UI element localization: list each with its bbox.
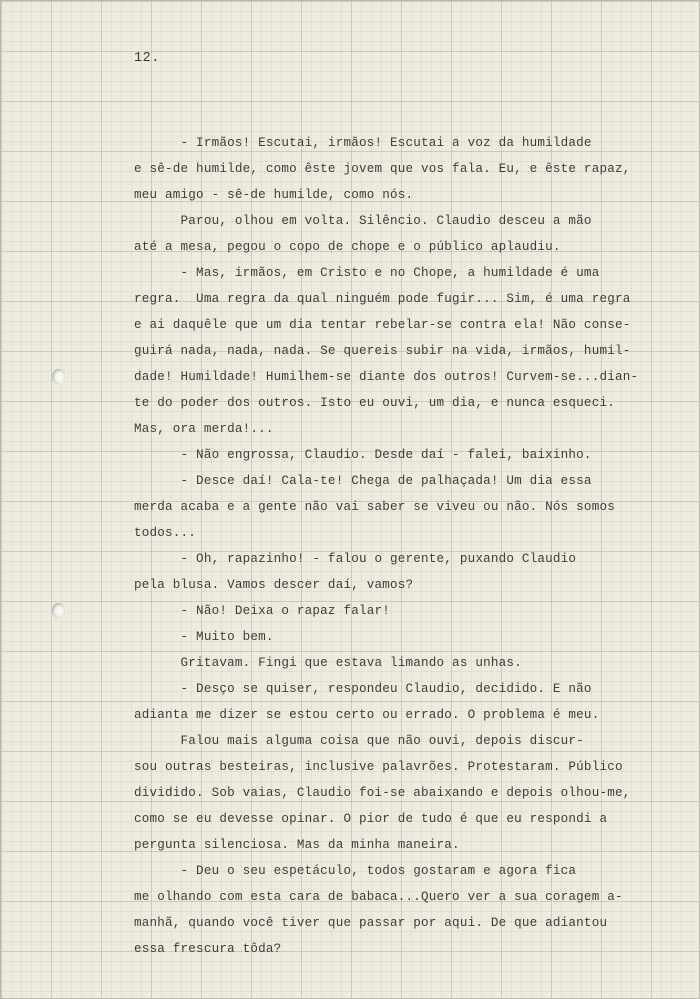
text-line: todos...	[134, 526, 197, 540]
text-line: - Não engrossa, Claudio. Desde daí - falei, baixinho.	[134, 448, 592, 462]
text-line: adianta me dizer se estou certo ou errado. O problema é meu.	[134, 708, 600, 722]
text-line: - Desce daí! Cala-te! Chega de palhaçada! Um dia essa	[134, 474, 592, 488]
text-line: merda acaba e a gente não vai saber se viveu ou não. Nós somos	[134, 500, 615, 514]
text-line: Parou, olhou em volta. Silêncio. Claudio desceu a mão	[134, 214, 592, 228]
text-line: - Deu o seu espetáculo, todos gostaram e agora fica	[134, 864, 577, 878]
text-line: - Não! Deixa o rapaz falar!	[134, 604, 390, 618]
text-line: Gritavam. Fingi que estava limando as unhas.	[134, 656, 522, 670]
text-line: pela blusa. Vamos descer daí, vamos?	[134, 578, 414, 592]
text-line: Falou mais alguma coisa que não ouvi, depois discur-	[134, 734, 584, 748]
text-line: sou outras besteiras, inclusive palavrões. Protestaram. Público	[134, 760, 623, 774]
text-line: meu amigo - sê-de humilde, como nós.	[134, 188, 414, 202]
text-line: dade! Humildade! Humilhem-se diante dos outros! Curvem-se...dian-	[134, 370, 639, 384]
text-line: - Irmãos! Escutai, irmãos! Escutai a voz da humildade	[134, 136, 592, 150]
text-line: manhã, quando você tiver que passar por aqui. De que adiantou	[134, 916, 608, 930]
text-line: dividido. Sob vaias, Claudio foi-se abaixando e depois olhou-me,	[134, 786, 631, 800]
text-line: - Desço se quiser, respondeu Claudio, decidido. E não	[134, 682, 592, 696]
text-line: pergunta silenciosa. Mas da minha maneira.	[134, 838, 460, 852]
text-line: - Muito bem.	[134, 630, 274, 644]
punch-hole	[52, 369, 65, 384]
text-line: guirá nada, nada, nada. Se quereis subir na vida, irmãos, humil-	[134, 344, 631, 358]
text-line: - Mas, irmãos, em Cristo e no Chope, a humildade é uma	[134, 266, 600, 280]
text-line: essa frescura tôda?	[134, 942, 282, 956]
text-line: Mas, ora merda!...	[134, 422, 274, 436]
text-line: como se eu devesse opinar. O pior de tudo é que eu respondi a	[134, 812, 608, 826]
text-line: regra. Uma regra da qual ninguém pode fugir... Sim, é uma regra	[134, 292, 631, 306]
page-number: 12.	[134, 51, 160, 66]
text-line: e ai daquêle que um dia tentar rebelar-se contra ela! Não conse-	[134, 318, 631, 332]
text-line: te do poder dos outros. Isto eu ouvi, um dia, e nunca esqueci.	[134, 396, 615, 410]
punch-hole	[52, 603, 65, 618]
text-line: me olhando com esta cara de babaca...Quero ver a sua coragem a-	[134, 890, 623, 904]
text-line: até a mesa, pegou o copo de chope e o público aplaudiu.	[134, 240, 561, 254]
text-line: - Oh, rapazinho! - falou o gerente, puxando Claudio	[134, 552, 577, 566]
text-line: e sê-de humilde, como êste jovem que vos fala. Eu, e êste rapaz,	[134, 162, 631, 176]
body-text	[134, 130, 654, 962]
